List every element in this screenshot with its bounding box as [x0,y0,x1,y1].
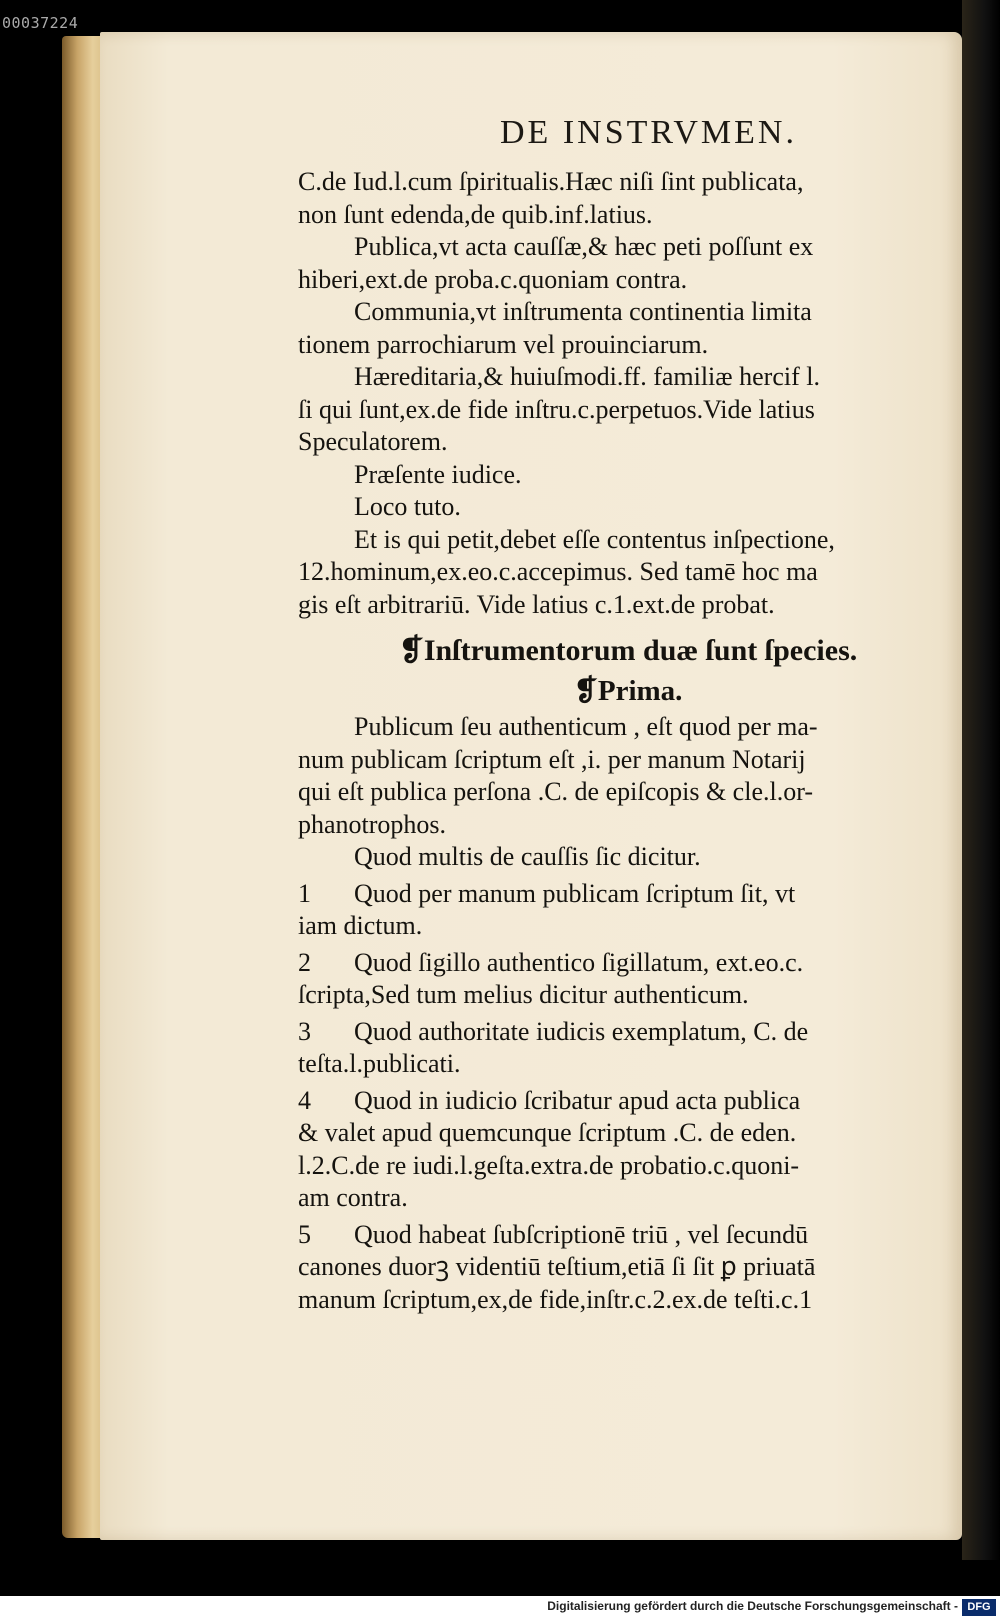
footer-bar [0,1596,1000,1622]
page-text [298,166,958,1316]
scan-id-label: 00037224 [2,14,79,32]
item-text: am contra. [298,1183,408,1212]
text-line: tionem parrochiarum vel prouinciarum. [298,329,709,359]
item-text: ſcripta,Sed tum melius dicitur authenticum. [298,980,749,1009]
numbered-item-line [298,979,958,1012]
item-number: 4 [298,1085,311,1115]
item-text: Quod per manum publicam ſcriptum ſit, vt [354,878,796,908]
text-line: Hæreditaria,& huiuſmodi.ff. familiæ hercif l. [354,362,820,391]
text-line: 12.hominum,ex.eo.c.accepimus. Sed tamē hoc ma [298,557,818,586]
text-line: Publicum ſeu authenticum , eſt quod per ma- [354,712,818,741]
numbered-item-line [298,1048,958,1081]
text-line: Præſente iudice. [354,459,522,489]
item-number: 1 [298,878,311,908]
numbered-item-line [298,1150,958,1183]
section-heading: ❡Inſtrumentorum duæ ſunt ſpecies. [398,634,858,667]
item-number: 3 [298,1016,311,1046]
numbered-item-line [298,1117,958,1150]
footer-credit: Digitalisierung gefördert durch die Deutsche Forschungsgemeinschaft - [547,1599,958,1613]
item-number: 5 [298,1219,311,1249]
text-line: gis eſt arbitrariū. Vide latius c.1.ext.de probat. [298,589,775,619]
text-line: num publicam ſcriptum eſt ,i. per manum Notarij [298,744,806,774]
item-text: l.2.C.de re iudi.l.geſta.extra.de probatio.c.quoni- [298,1150,800,1180]
dfg-logo: DFG [962,1599,996,1616]
text-line: Quod multis de cauſſis ſic dicitur. [354,842,701,871]
text-line: phanotrophos. [298,809,447,839]
item-text: canones duorꝫ videntiū teſtium,etiā ſi ſit ꝑ priuatā [298,1252,816,1281]
text-line: C.de Iud.l.cum ſpiritualis.Hæc niſi ſint publicata, [298,167,804,196]
text-line: Et is qui petit,debet eſſe contentus inſpectione, [354,524,835,554]
numbered-item-line [298,1182,958,1215]
numbered-item-line [298,947,958,980]
item-text: Quod ſigillo authentico ſigillatum, ext.eo.c. [354,947,804,977]
item-text: teſta.l.publicati. [298,1049,461,1078]
text-line: qui eſt publica perſona .C. de epiſcopis & cle.l.or- [298,777,813,806]
text-line: Loco tuto. [354,492,461,521]
numbered-item-line [298,878,958,911]
item-text: Quod authoritate iudicis exemplatum, C. de [354,1016,809,1046]
numbered-item-line [298,910,958,943]
text-line: Publica,vt acta cauſſæ,& hæc peti poſſunt ex [354,232,814,261]
numbered-item-line [298,1016,958,1049]
item-text: manum ſcriptum,ex,de fide,inſtr.c.2.ex.de teſti.c.1 [298,1284,813,1314]
text-line: Speculatorem. [298,427,448,456]
text-line: hiberi,ext.de proba.c.quoniam contra. [298,264,688,294]
text-line: ſi qui ſunt,ex.de fide inſtru.c.perpetuos.Vide latius [298,394,815,424]
numbered-list [298,874,958,1317]
gutter-shadow [962,0,1000,1560]
numbered-item-line [298,1284,958,1317]
numbered-item-line [298,1085,958,1118]
text-section-top [298,166,958,621]
item-number: 2 [298,947,311,977]
text-line: Communia,vt inſtrumenta continentia limita [354,297,812,326]
numbered-item-line [298,1219,958,1252]
section-subheading: ❡Prima. [573,675,683,707]
running-head: DE INSTRVMEN. [500,114,797,151]
text-section-prima [298,711,958,874]
item-text: & valet apud quemcunque ſcriptum .C. de eden. [298,1118,797,1147]
text-line: non ſunt edenda,de quib.inf.latius. [298,199,653,229]
item-text: Quod habeat ſubſcriptionē triū , vel ſecundū [354,1219,809,1249]
item-text: Quod in iudicio ſcribatur apud acta publica [354,1085,801,1115]
item-text: iam dictum. [298,911,423,940]
numbered-item-line [298,1251,958,1284]
